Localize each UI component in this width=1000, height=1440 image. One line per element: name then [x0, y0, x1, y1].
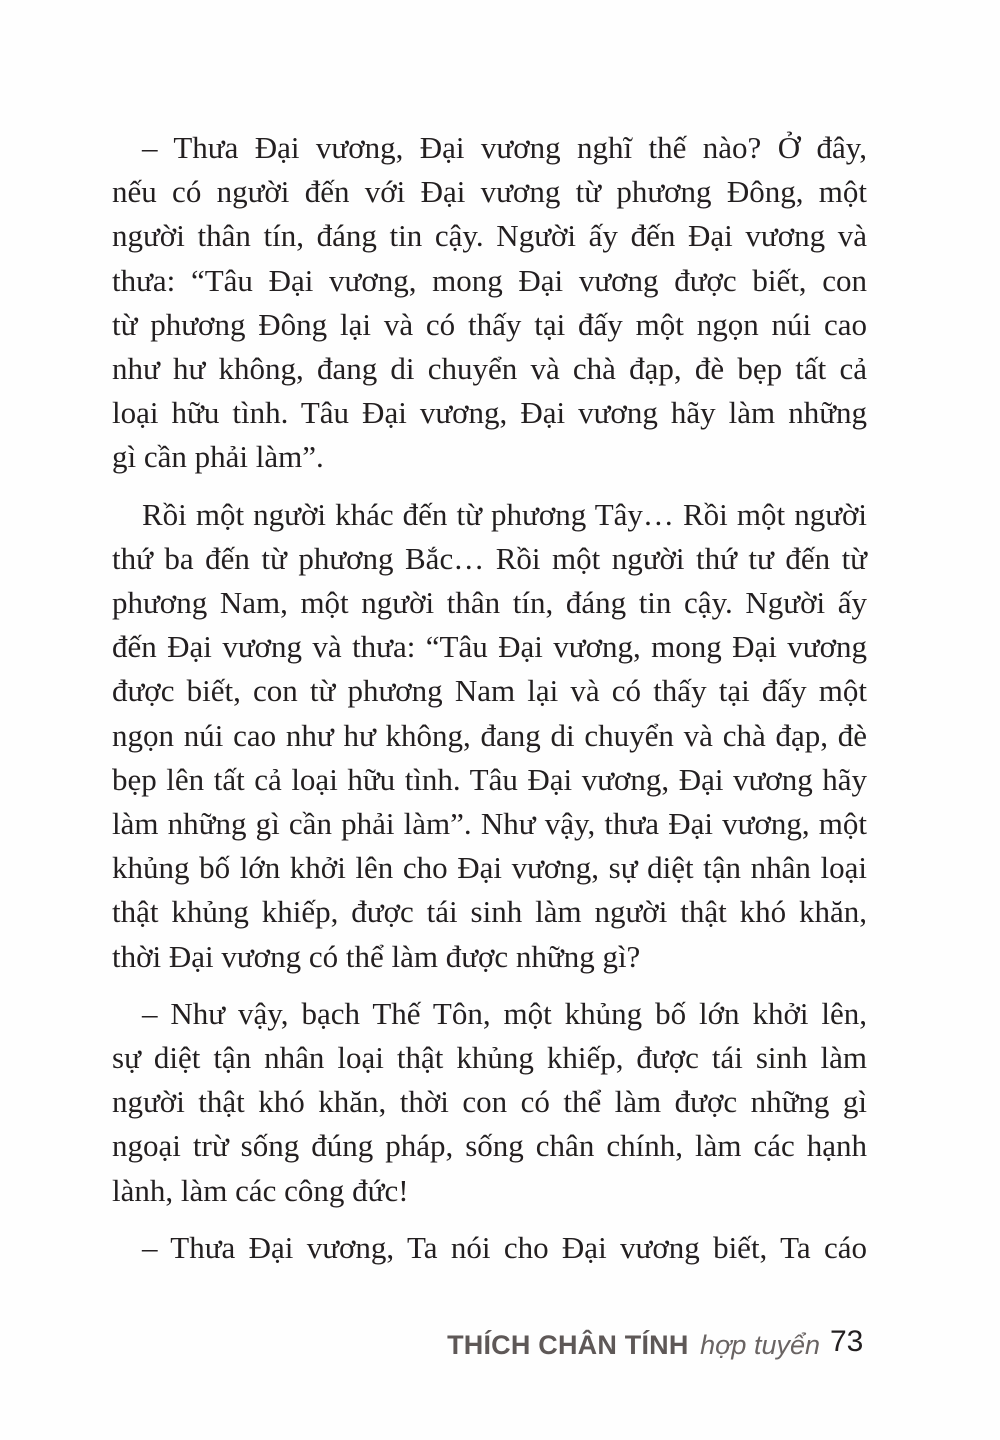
text-line: loại hữu tình. Tâu Đại vương, Đại vương hãy làm những — [112, 395, 867, 431]
text-line: ngọn núi cao như hư không, đang di chuyển và chà đạp, đè — [112, 717, 867, 753]
page-number: 73 — [830, 1325, 864, 1358]
paragraph-2 — [112, 493, 867, 979]
text-line: đến Đại vương và thưa: “Tâu Đại vương, mong Đại vương — [112, 629, 867, 665]
text-line: thật khủng khiếp, được tái sinh làm người thật khó khăn, — [112, 894, 867, 930]
text-line: – Thưa Đại vương, Ta nói cho Đại vương biết, Ta cáo — [142, 1229, 867, 1265]
text-line: thưa: “Tâu Đại vương, mong Đại vương được biết, con — [112, 262, 867, 298]
text-line: được biết, con từ phương Nam lại và có thấy tại đấy một — [112, 673, 867, 709]
text-line: lành, làm các công đức! — [112, 1172, 409, 1208]
text-line: phương Nam, một người thân tín, đáng tin cậy. Người ấy — [112, 585, 867, 621]
text-line: Rồi một người khác đến từ phương Tây… Rồi một người — [142, 496, 867, 532]
text-line: khủng bố lớn khởi lên cho Đại vương, sự diệt tận nhân loại — [112, 850, 867, 886]
page-body — [112, 126, 867, 1283]
text-line: thời Đại vương có thể làm được những gì? — [112, 938, 641, 974]
paragraph-1 — [112, 126, 867, 480]
text-line: ngoại trừ sống đúng pháp, sống chân chính, làm các hạnh — [112, 1128, 867, 1164]
text-line: người thật khó khăn, thời con có thể làm được những gì — [112, 1084, 867, 1120]
text-line: sự diệt tận nhân loại thật khủng khiếp, được tái sinh làm — [112, 1040, 867, 1076]
paragraph-3 — [112, 992, 867, 1213]
text-line: bẹp lên tất cả loại hữu tình. Tâu Đại vương, Đại vương hãy — [112, 761, 867, 797]
footer-author: THÍCH CHÂN TÍNH — [447, 1330, 689, 1360]
text-line: từ phương Đông lại và có thấy tại đấy một ngọn núi cao — [112, 306, 867, 342]
text-line: nếu có người đến với Đại vương từ phương Đông, một — [112, 174, 867, 210]
text-line: thứ ba đến từ phương Bắc… Rồi một người thứ tư đến từ — [112, 540, 867, 576]
text-line: – Như vậy, bạch Thế Tôn, một khủng bố lớn khởi lên, — [142, 995, 867, 1031]
footer-subtitle: hợp tuyển — [700, 1330, 820, 1360]
text-line: người thân tín, đáng tin cậy. Người ấy đến Đại vương và — [112, 218, 867, 254]
text-line: làm những gì cần phải làm”. Như vậy, thưa Đại vương, một — [112, 806, 867, 842]
paragraph-4 — [112, 1226, 867, 1270]
text-line: như hư không, đang di chuyển và chà đạp, đè bẹp tất cả — [112, 351, 867, 387]
text-line: – Thưa Đại vương, Đại vương nghĩ thế nào? Ở đây, — [142, 130, 867, 165]
running-footer — [447, 1330, 820, 1361]
text-line: gì cần phải làm”. — [112, 439, 324, 475]
